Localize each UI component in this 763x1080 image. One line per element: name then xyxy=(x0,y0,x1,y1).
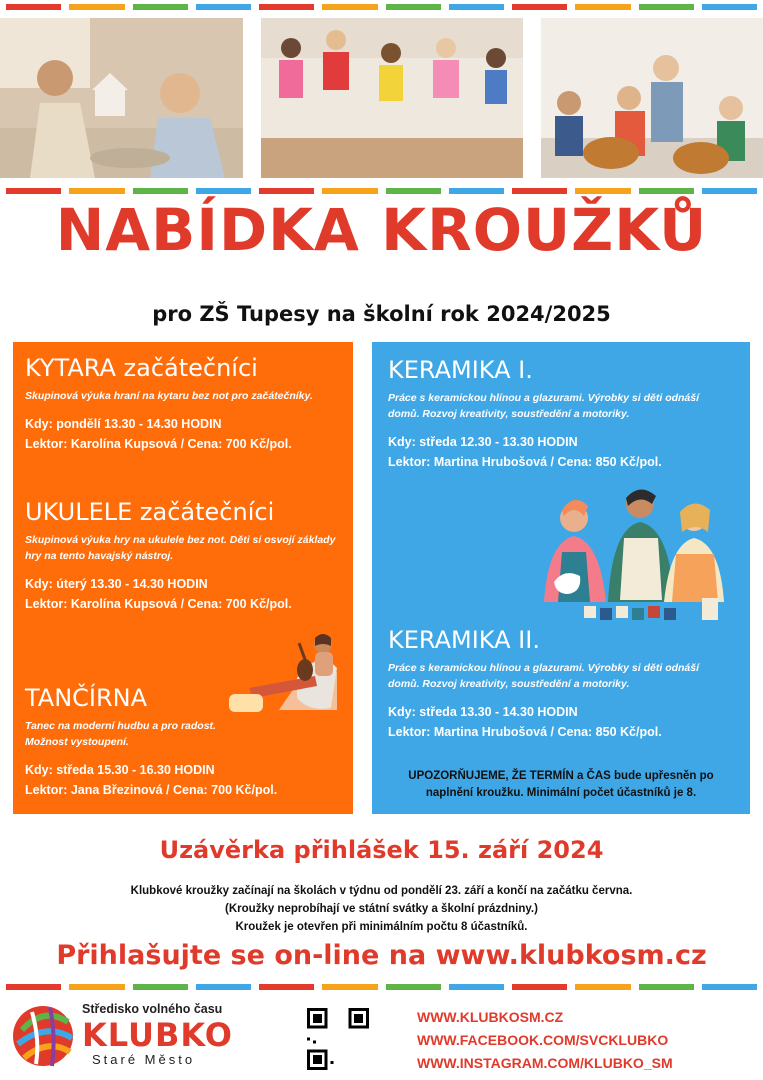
stripe-segment xyxy=(69,4,124,10)
course-ukulele xyxy=(25,498,341,614)
stripe-segment xyxy=(512,188,567,194)
course-title: KERAMIKA I. xyxy=(388,356,533,384)
page-title: NABÍDKA KROUŽKŮ xyxy=(55,196,708,264)
course-ceramics-2 xyxy=(388,626,718,742)
stripe-segment xyxy=(259,4,314,10)
stripe-segment xyxy=(449,188,504,194)
course-description: Práce s keramickou hlínou a glazurami. Výrobky si děti odnáší domů. Rozvoj kreativity, soustředění a motoriky. xyxy=(388,392,700,420)
stripe-segment xyxy=(69,984,124,990)
course-lector: Lektor: Karolína Kupsová / Cena: 700 Kč/pol. xyxy=(25,437,292,451)
stripe-segment xyxy=(386,188,441,194)
course-title: UKULELE začátečníci xyxy=(25,498,275,526)
stripe-segment xyxy=(702,188,757,194)
course-description: Skupinová výuka hry na ukulele bez not. Děti si osvojí základy hry na tento havajský nástroj. xyxy=(25,534,336,562)
stripe-segment xyxy=(322,188,377,194)
course-title: TANČÍRNA xyxy=(25,684,148,712)
stripe-segment xyxy=(386,4,441,10)
course-guitar xyxy=(25,354,341,454)
stripe-segment xyxy=(702,4,757,10)
course-schedule: Kdy: pondělí 13.30 - 14.30 HODIN xyxy=(25,417,222,431)
stripe-segment xyxy=(575,984,630,990)
facebook-link[interactable]: WWW.FACEBOOK.COM/SVCKLUBKO xyxy=(417,1032,669,1048)
course-title: KYTARA začátečníci xyxy=(25,354,258,382)
logo-name: KLUBKO xyxy=(82,1016,233,1054)
stripe-segment xyxy=(196,4,251,10)
stripe-segment xyxy=(639,188,694,194)
stripe-segment xyxy=(69,188,124,194)
photo-strip xyxy=(0,18,763,178)
web-links xyxy=(417,1006,673,1075)
stripe-segment xyxy=(133,984,188,990)
top-color-stripe xyxy=(0,4,763,10)
stripe-segment xyxy=(322,4,377,10)
stripe-segment xyxy=(6,4,61,10)
ceramics-photo xyxy=(0,18,243,178)
course-schedule: Kdy: středa 12.30 - 13.30 HODIN xyxy=(388,435,578,449)
notice xyxy=(380,768,742,802)
stripe-segment xyxy=(575,188,630,194)
stripe-segment xyxy=(639,984,694,990)
stripe-segment xyxy=(196,984,251,990)
left-course-panel xyxy=(13,342,353,814)
klubko-logo xyxy=(10,1000,250,1072)
stripe-segment xyxy=(639,4,694,10)
stripe-segment xyxy=(386,984,441,990)
course-schedule: Kdy: úterý 13.30 - 14.30 HODIN xyxy=(25,577,208,591)
course-ceramics-1 xyxy=(388,356,718,472)
stripe-segment xyxy=(196,188,251,194)
stripe-segment xyxy=(575,4,630,10)
klubko-yarn-icon xyxy=(10,1000,76,1070)
info-line: (Kroužky neprobíhají ve státní svátky a školní prázdniny.) xyxy=(225,903,538,915)
stripe-segment xyxy=(133,4,188,10)
course-description: Skupinová výuka hraní na kytaru bez not pro začátečníky. xyxy=(25,390,313,402)
website-link[interactable]: WWW.KLUBKOSM.CZ xyxy=(417,1009,564,1025)
pottery-illustration xyxy=(524,482,744,632)
stripe-segment xyxy=(133,188,188,194)
guitar-photo xyxy=(541,18,763,178)
course-lector: Lektor: Martina Hrubošová / Cena: 850 Kč/pol. xyxy=(388,725,662,739)
course-description: Tanec na moderní hudbu a pro radost. Možnost vystoupení. xyxy=(25,720,216,748)
stripe-segment xyxy=(322,984,377,990)
stripe-segment xyxy=(6,188,61,194)
bottom-color-stripe xyxy=(0,984,763,990)
mid-color-stripe xyxy=(0,188,763,194)
right-course-panel xyxy=(372,342,750,814)
course-dance xyxy=(25,684,341,800)
info-text xyxy=(0,882,763,936)
stripe-segment xyxy=(259,188,314,194)
logo-tagline: Středisko volného času xyxy=(82,1002,223,1016)
logo-town: Staré Město xyxy=(92,1052,196,1067)
stripe-segment xyxy=(449,4,504,10)
notice-line: UPOZORŇUJEME, ŽE TERMÍN a ČAS bude upřesněn po xyxy=(408,770,714,782)
stripe-segment xyxy=(449,984,504,990)
application-deadline: Uzávěrka přihlášek 15. září 2024 xyxy=(159,836,604,864)
page-subtitle: pro ZŠ Tupesy na školní rok 2024/2025 xyxy=(152,302,611,326)
stripe-segment xyxy=(512,4,567,10)
dance-photo xyxy=(261,18,523,178)
course-schedule: Kdy: středa 15.30 - 16.30 HODIN xyxy=(25,763,215,777)
course-title: KERAMIKA II. xyxy=(388,626,540,654)
stripe-segment xyxy=(512,984,567,990)
notice-line: naplnění kroužku. Minimální počet účastníků je 8. xyxy=(425,787,697,799)
info-line: Klubkové kroužky začínají na školách v týdnu od pondělí 23. září a končí na začátku června. xyxy=(130,885,633,897)
course-lector: Lektor: Jana Březinová / Cena: 700 Kč/pol. xyxy=(25,783,278,797)
stripe-segment xyxy=(6,984,61,990)
info-line: Kroužek je otevřen při minimálním počtu 8 účastníků. xyxy=(235,921,528,933)
instagram-link[interactable]: WWW.INSTAGRAM.COM/KLUBKO_SM xyxy=(417,1055,673,1071)
course-description: Práce s keramickou hlínou a glazurami. Výrobky si děti odnáší domů. Rozvoj kreativity, soustředění a motoriky. xyxy=(388,662,700,690)
stripe-segment xyxy=(702,984,757,990)
course-lector: Lektor: Martina Hrubošová / Cena: 850 Kč/pol. xyxy=(388,455,662,469)
course-schedule: Kdy: středa 13.30 - 14.30 HODIN xyxy=(388,705,578,719)
qr-code[interactable] xyxy=(307,1008,369,1070)
stripe-segment xyxy=(259,984,314,990)
course-lector: Lektor: Karolína Kupsová / Cena: 700 Kč/pol. xyxy=(25,597,292,611)
signup-call: Přihlašujte se on-line na www.klubkosm.cz xyxy=(56,940,707,971)
